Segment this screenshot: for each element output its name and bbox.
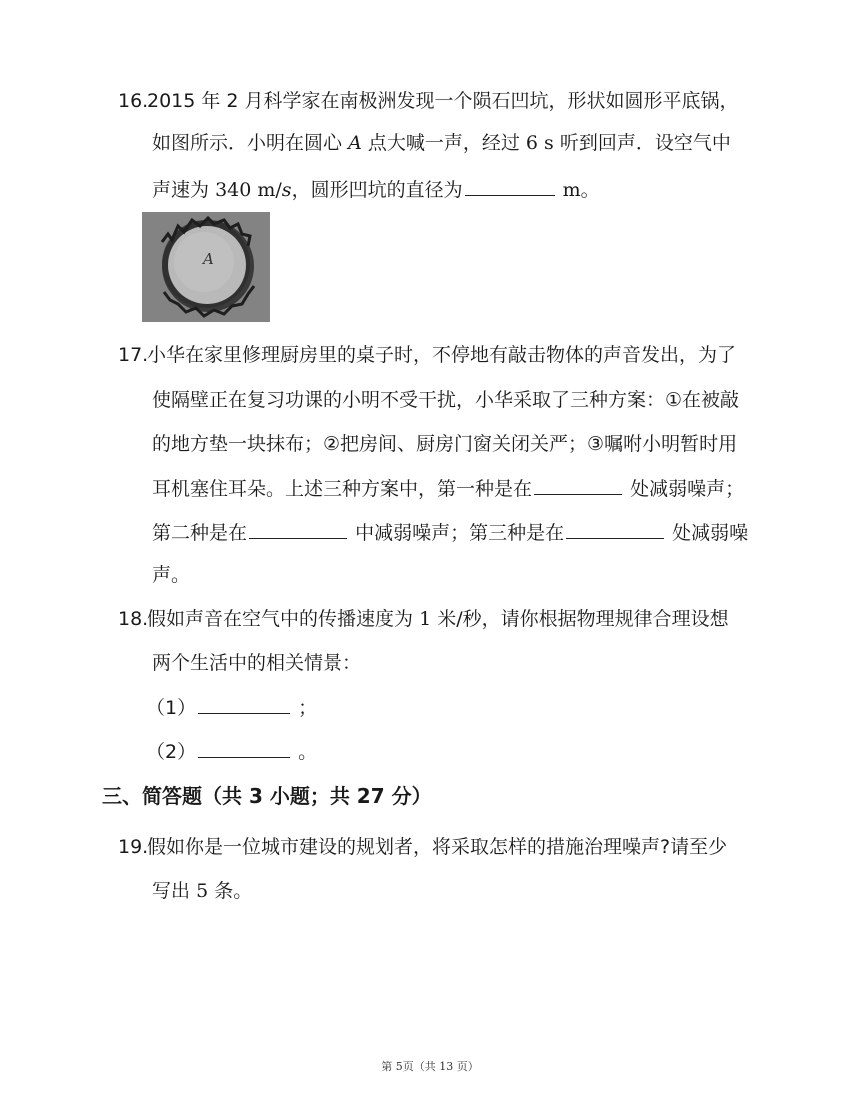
question-number: 18. [118, 608, 149, 630]
question-text-line [152, 520, 748, 545]
text: 处减弱噪 [672, 522, 749, 544]
question-text-line: 假如你是一位城市建设的规划者，将采取怎样的措施治理噪声?请至少 [147, 836, 728, 858]
text: 听到回声．设空气中 [559, 132, 731, 154]
text: 点大喊一声，经过 [367, 132, 520, 154]
answer-blank[interactable] [198, 739, 290, 758]
question-text-line [152, 177, 600, 202]
text: 假如声音在空气中的传播速度为 [147, 608, 414, 630]
math-value: 6 s [525, 132, 554, 154]
text: 。 [580, 179, 600, 201]
text: 条。 [214, 880, 253, 902]
math-value: 5 [196, 880, 209, 902]
text: 写出 [152, 880, 191, 902]
text: 声速为 [152, 179, 210, 201]
answer-blank[interactable] [198, 695, 290, 714]
answer-blank[interactable] [566, 520, 664, 539]
text: ，圆形凹坑的直径为 [291, 179, 463, 201]
question-number: 17. [118, 344, 149, 366]
question-text-line [152, 131, 731, 155]
section-heading: 三、简答题（共 3 小题；共 27 分） [102, 784, 432, 808]
text: 中减弱噪声；第三种是在 [355, 522, 565, 544]
question-text-line [147, 607, 729, 631]
figure-label: A [203, 250, 214, 268]
text: 处减弱噪声； [630, 478, 745, 500]
answer-blank[interactable] [534, 476, 622, 495]
text: 。 [298, 741, 318, 763]
question-text-line: 小华在家里修理厨房里的桌子时，不停地有敲击物体的声音发出，为了 [147, 344, 737, 366]
math-unit: m [562, 179, 581, 201]
answer-item [146, 695, 317, 720]
math-value: 340 m/ [215, 179, 282, 201]
math-value: 1 [419, 608, 432, 630]
question-number: 19. [118, 836, 149, 858]
question-text-line [152, 476, 744, 501]
math-variable: A [348, 132, 362, 154]
item-label: （2） [146, 741, 197, 763]
question-text-line [152, 879, 252, 903]
page-footer: 第 5页（共 13 页） [381, 1060, 479, 1073]
text: 耳机塞住耳朵。上述三种方案中，第一种是在 [152, 478, 533, 500]
text: ； [298, 697, 318, 719]
text: 米/秒，请你根据物理规律合理设想 [437, 608, 729, 630]
question-text-line: 的地方垫一块抹布；②把房间、厨房门窗关闭关严；③嘱咐小明暂时用 [152, 433, 738, 455]
text: 第二种是在 [152, 522, 248, 544]
question-text-line: 声。 [152, 564, 191, 586]
question-text-line: 使隔壁正在复习功课的小明不受干扰，小华采取了三种方案：①在被敲 [152, 389, 740, 411]
answer-item [146, 739, 317, 764]
item-label: （1） [146, 697, 197, 719]
answer-blank[interactable] [249, 520, 347, 539]
question-text-line: 两个生活中的相关情景： [152, 652, 362, 674]
text: 如图所示．小明在圆心 [152, 132, 343, 154]
question-number: 16. [118, 90, 149, 112]
answer-blank[interactable] [465, 177, 555, 196]
crater-figure [142, 212, 270, 322]
question-text-line: 2015 年 2 月科学家在南极洲发现一个陨石凹坑，形状如圆形平底锅， [147, 90, 739, 112]
math-variable: s [281, 179, 292, 201]
